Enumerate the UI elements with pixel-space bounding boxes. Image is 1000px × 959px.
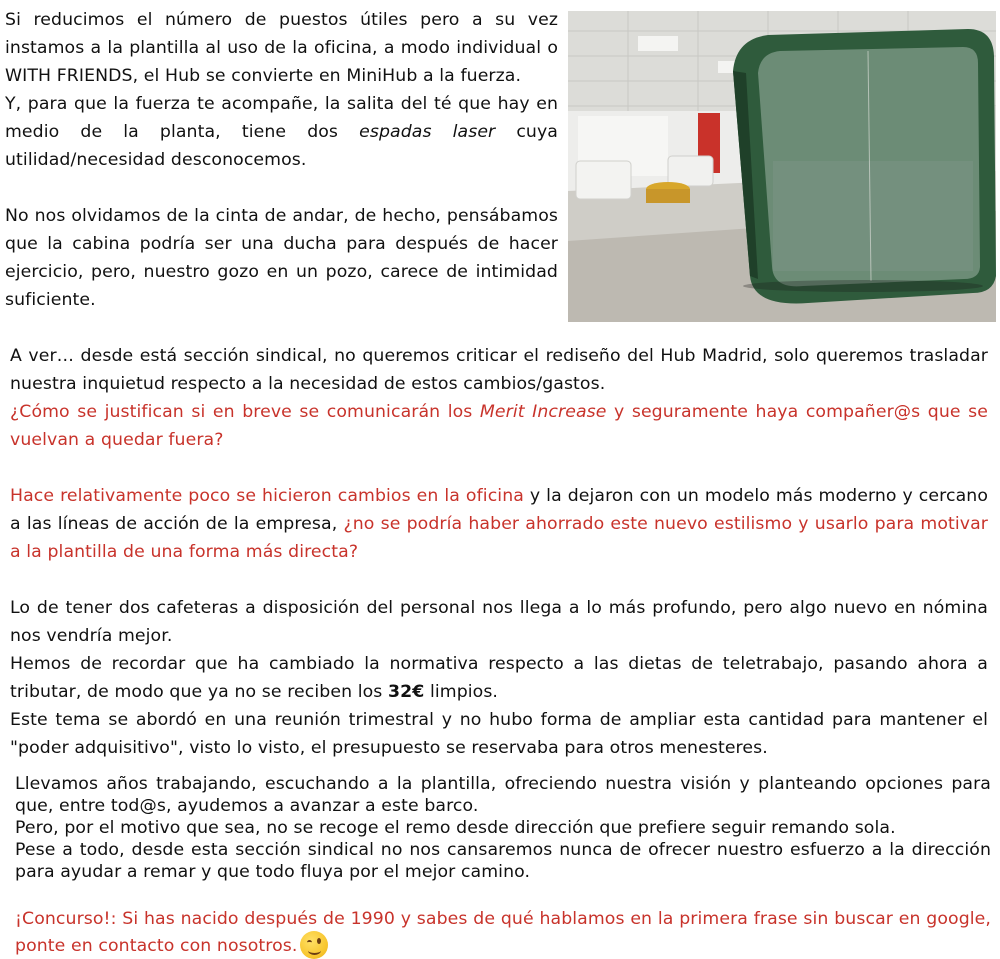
section-union-message [15,773,991,883]
intro-paragraph-3: No nos olvidamos de la cinta de andar, de hecho, pensábamos que la cabina podría ser una ducha para después de hacer ejercicio, pero, nuestro gozo en un pozo, carece de intimidad suficiente. [5,206,558,310]
intro-p2-text: Y, para que la fuerza te acompañe, la salita del té que hay en medio de la planta, tiene dos [5,94,558,142]
section3-red-text-2: ¿no se podría haber ahorrado este nuevo estilismo y usarlo para motivar a la plantilla de una forma más directa? [10,514,988,562]
section2-q-text-end: y seguramente haya compañer@s que se vuelvan a quedar fuera? [10,402,988,450]
contest-announcement [15,907,991,959]
intro-p2-text-end: cuya utilidad/necesidad desconocemos. [5,122,559,170]
section5-paragraph-1: Llevamos años trabajando, escuchando a la plantilla, ofreciendo nuestra visión y planteando opciones para que, entre tod@s, ayudemos a avanzar a este barco. [15,774,991,816]
section2-q-emphasis: Merit Increase [479,402,607,422]
section2-paragraph: A ver… desde está sección sindical, no queremos criticar el rediseño del Hub Madrid, solo queremos trasladar nuestra inquietud respecto a la necesidad de estos cambios/gastos. [10,346,988,394]
contest-text: ¡Concurso!: Si has nacido después de 1990 y sabes de qué hablamos en la primera frase sin buscar en google, ponte en contacto con nosotros. [15,909,991,956]
section3-red-text-1: Hace relativamente poco se hicieron cambios en la oficina [10,486,524,506]
office-booth-photo [568,11,996,322]
section2-question [10,398,988,454]
section4-p2-text: Hemos de recordar que ha cambiado la normativa respecto a las dietas de teletrabajo, pasando ahora a tributar, de modo que ya no se reciben los [10,654,988,702]
section-coffee-telework [10,594,988,762]
section-office-changes [10,482,988,566]
section4-amount: 32€ [387,682,425,702]
section3-text: y la dejaron con un modelo más moderno y cercano a las líneas de acción de la empresa, [10,486,988,534]
spacer [5,174,558,202]
winking-face-icon [300,931,328,959]
intro-paragraph-2 [5,90,558,174]
intro-p2-emphasis: espadas laser [359,122,496,142]
section4-paragraph-1: Lo de tener dos cafeteras a disposición del personal nos llega a lo más profundo, pero algo nuevo en nómina nos vendría mejor. [10,598,988,646]
section-hub-redesign [10,342,988,454]
section5-paragraph-3: Pese a todo, desde esta sección sindical no nos cansaremos nunca de ofrecer nuestro esfuerzo a la dirección para ayudar a remar y que todo fluya por el mejor camino. [15,840,991,882]
section5-paragraph-2: Pero, por el motivo que sea, no se recoge el remo desde dirección que prefiere seguir remando sola. [15,818,896,838]
office-booth-illustration [568,11,996,322]
intro-block [5,6,558,314]
section4-paragraph-2 [10,650,988,706]
section4-p2-text-end: limpios. [424,682,499,702]
intro-paragraph-1: Si reducimos el número de puestos útiles pero a su vez instamos a la plantilla al uso de la oficina, a modo individual o WITH FRIENDS, el Hub se convierte en MiniHub a la fuerza. [5,10,558,86]
section2-q-text: ¿Cómo se justifican si en breve se comunicarán los [10,402,480,422]
section4-paragraph-3: Este tema se abordó en una reunión trimestral y no hubo forma de ampliar esta cantidad para mantener el "poder adquisitivo", visto lo visto, el presupuesto se reservaba para otros menesteres. [10,710,988,758]
